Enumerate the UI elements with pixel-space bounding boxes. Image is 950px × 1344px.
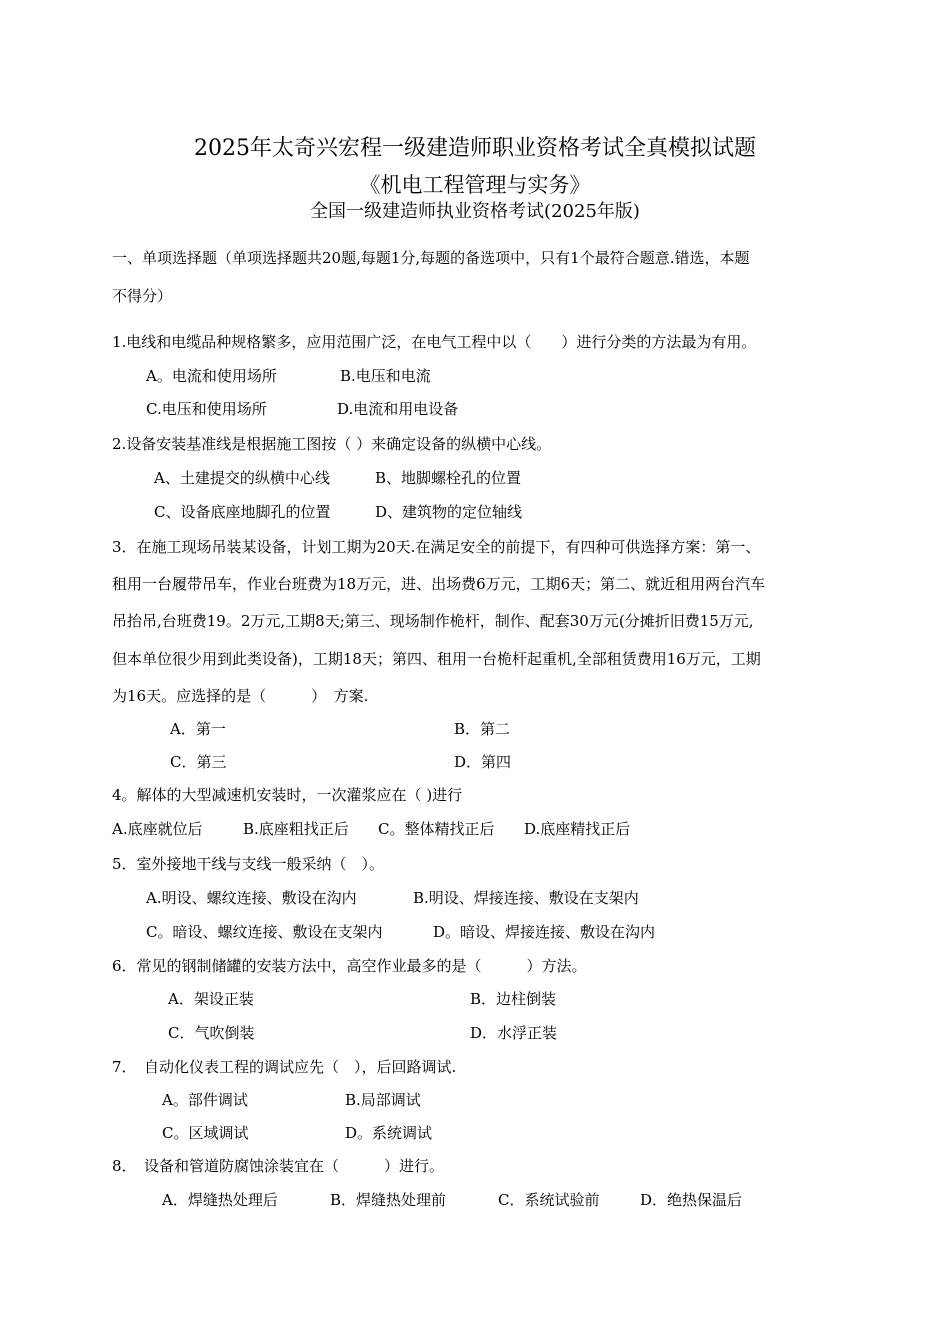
- question-3-stem-line-2: 租用一台履带吊车，作业台班费为18万元，进、出场费6万元，工期6天；第二、就近租用两台汽车: [112, 575, 766, 593]
- section-heading: 一、单项选择题（单项选择题共20题,每题1分,每题的备选项中，只有1个最符合题意.错选，本题: [112, 249, 750, 267]
- question-3-stem-line-5: 为16天。应选择的是（ ） 方案.: [112, 687, 369, 705]
- question-6-option-b: B．边柱倒装: [470, 990, 557, 1008]
- question-8-option-c: C．系统试验前: [498, 1191, 600, 1209]
- question-4-stem: 4。解体的大型减速机安装时，一次灌浆应在（ )进行: [112, 786, 463, 804]
- question-8-option-a: A．焊缝热处理后: [162, 1191, 278, 1209]
- question-3-stem-line-3: 吊抬吊,台班费19。2万元,工期8天;第三、现场制作桅杆，制作、配套30万元(分摊折旧费15万元,: [112, 612, 754, 630]
- question-4-option-b: B.底座粗找正后: [243, 820, 349, 838]
- question-6-stem: 6．常见的钢制储罐的安装方法中，高空作业最多的是（ ）方法。: [112, 957, 587, 975]
- exam-subject: 《机电工程管理与实务》: [359, 173, 591, 197]
- question-1-option-c: C.电压和使用场所: [146, 400, 267, 418]
- exam-subtitle: 全国一级建造师执业资格考试(2025年版): [310, 201, 640, 222]
- exam-title: 2025年太奇兴宏程一级建造师职业资格考试全真模拟试题: [194, 136, 756, 161]
- question-3-option-b: B．第二: [454, 720, 511, 738]
- question-7-stem: 7． 自动化仪表工程的调试应先（ ），后回路调试.: [112, 1058, 457, 1076]
- question-4-option-a: A.底座就位后: [112, 820, 203, 838]
- question-8-option-d: D．绝热保温后: [640, 1191, 743, 1209]
- question-8-stem: 8． 设备和管道防腐蚀涂装宜在（ ）进行。: [112, 1157, 445, 1175]
- question-5-stem: 5．室外接地干线与支线一般采纳（ ）。: [112, 855, 385, 873]
- question-7-option-b: B.局部调试: [345, 1091, 421, 1109]
- section-heading-continued: 不得分）: [112, 287, 173, 305]
- question-5-option-d: D。暗设、焊接连接、敷设在沟内: [433, 923, 656, 941]
- question-3-option-a: A．第一: [170, 720, 226, 738]
- question-5-option-a: A.明设、螺纹连接、敷设在沟内: [146, 889, 357, 907]
- question-1-option-b: B.电压和电流: [340, 367, 431, 385]
- question-4-option-d: D.底座精找正后: [524, 820, 631, 838]
- question-1-stem: 1.电线和电缆品种规格繁多，应用范围广泛，在电气工程中以（ ）进行分类的方法最为有用。: [112, 333, 757, 351]
- question-1-option-a: A。电流和使用场所: [146, 367, 277, 385]
- question-6-option-a: A．架设正装: [168, 990, 254, 1008]
- question-5-option-b: B.明设、焊接连接、敷设在支架内: [413, 889, 639, 907]
- question-2-stem: 2.设备安装基准线是根据施工图按（ ）来确定设备的纵横中心线。: [112, 435, 552, 453]
- question-7-option-d: D。系统调试: [345, 1124, 433, 1142]
- question-7-option-c: C。区域调试: [162, 1124, 249, 1142]
- question-8-option-b: B．焊缝热处理前: [330, 1191, 447, 1209]
- question-4-option-c: C。整体精找正后: [378, 820, 495, 838]
- question-2-option-d: D、建筑物的定位轴线: [375, 503, 523, 521]
- question-5-option-c: C。暗设、螺纹连接、敷设在支架内: [146, 923, 383, 941]
- question-1-option-d: D.电流和用电设备: [337, 400, 459, 418]
- question-6-option-d: D．水浮正装: [470, 1024, 558, 1042]
- question-3-option-d: D．第四: [454, 753, 512, 771]
- question-2-option-c: C、设备底座地脚孔的位置: [154, 503, 331, 521]
- question-6-option-c: C．气吹倒装: [168, 1024, 255, 1042]
- question-3-stem-line-1: 3．在施工现场吊装某设备，计划工期为20天.在满足安全的前提下，有四种可供选择方案：第一、: [112, 538, 761, 556]
- question-3-stem-line-4: 但本单位很少用到此类设备)，工期18天；第四、租用一台桅杆起重机,全部租赁费用16万元，工期: [112, 650, 761, 668]
- question-2-option-a: A、土建提交的纵横中心线: [154, 469, 330, 487]
- question-2-option-b: B、地脚螺栓孔的位置: [375, 469, 522, 487]
- question-7-option-a: A。部件调试: [162, 1091, 248, 1109]
- question-3-option-c: C．第三: [170, 753, 227, 771]
